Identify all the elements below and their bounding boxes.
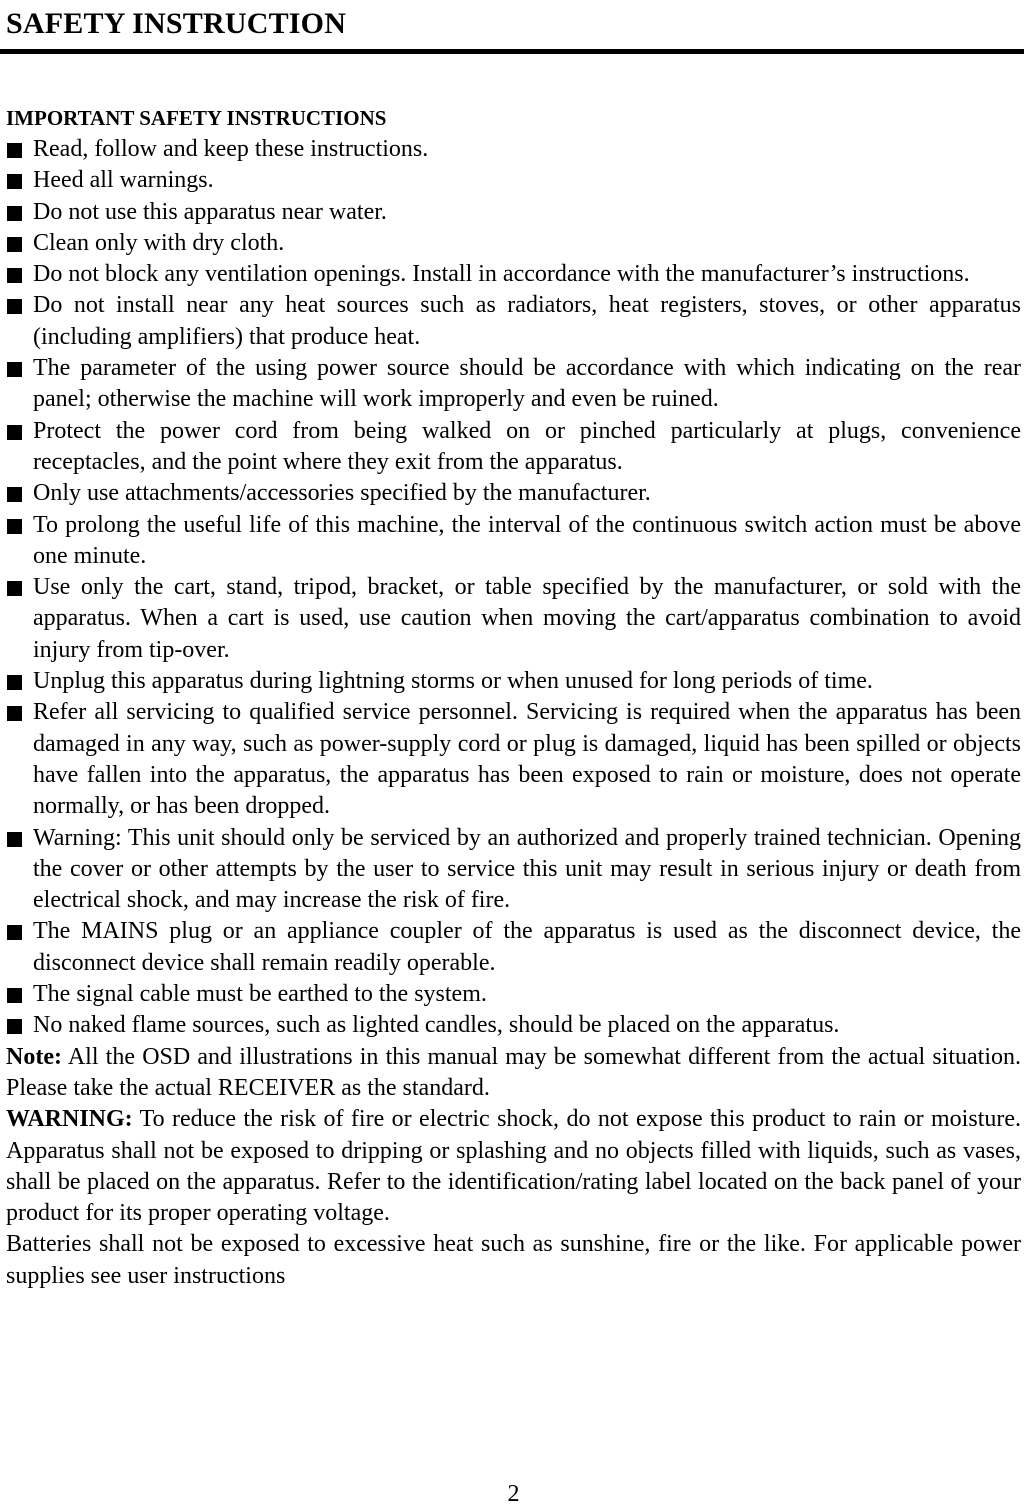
list-item-text: Clean only with dry cloth. [33, 229, 285, 256]
page-content [6, 104, 1021, 1292]
manual-page [6, 0, 1021, 1510]
square-bullet-icon [7, 925, 22, 940]
list-item-text: Only use attachments/accessories specified by the manufacturer. [33, 480, 651, 507]
list-item-text: Do not block any ventilation openings. Install in accordance with the manufacturer’s instructions. [33, 261, 970, 288]
list-item [6, 572, 1021, 666]
list-item [6, 510, 1021, 573]
note-label: Note: [6, 1043, 62, 1070]
square-bullet-icon [7, 988, 22, 1003]
list-item-text: The signal cable must be earthed to the system. [33, 981, 487, 1008]
list-item [6, 290, 1021, 353]
square-bullet-icon [7, 143, 22, 158]
list-item-text: Protect the power cord from being walked on or pinched particularly at plugs, convenience receptacles, and the point where they exit from the apparatus. [33, 417, 1021, 475]
list-item [6, 1010, 1021, 1041]
list-item-text: Refer all servicing to qualified service personnel. Servicing is required when the apparatus has been damaged in any way, such as power-supply cord or plug is damaged, liquid has been spilled or objects have fallen into the apparatus, the apparatus has been exposed to rain or moisture, does not operate normally, or has been dropped. [33, 699, 1021, 820]
safety-instruction-list [6, 134, 1021, 1042]
list-item [6, 134, 1021, 165]
list-item [6, 165, 1021, 196]
list-item-text: Warning: This unit should only be serviced by an authorized and properly trained technician. Opening the cover or other attempts by the user to service this unit may result in serious injury or death from electrical shock, and may increase the risk of fire. [33, 824, 1021, 914]
warning-paragraph [6, 1104, 1021, 1229]
list-item-text: Unplug this apparatus during lightning storms or when unused for long periods of time. [33, 668, 873, 695]
note-text: All the OSD and illustrations in this manual may be somewhat different from the actual situation. Please take the actual RECEIVER as the standard. [6, 1043, 1021, 1101]
list-item-text: Use only the cart, stand, tripod, bracket, or table specified by the manufacturer, or sold with the apparatus. When a cart is used, use caution when moving the cart/apparatus combination to avoid injury from tip-over. [33, 574, 1021, 663]
square-bullet-icon [7, 206, 22, 221]
list-item-text: Do not install near any heat sources such as radiators, heat registers, stoves, or other apparatus (including amplifiers) that produce heat. [33, 292, 1021, 350]
list-item [6, 916, 1021, 979]
list-item [6, 478, 1021, 509]
list-item-text: Do not use this apparatus near water. [33, 198, 387, 225]
list-item [6, 259, 1021, 290]
square-bullet-icon [7, 832, 22, 847]
list-item [6, 197, 1021, 228]
list-item [6, 353, 1021, 416]
title-divider [0, 49, 1024, 54]
square-bullet-icon [7, 581, 22, 596]
list-item [6, 823, 1021, 917]
square-bullet-icon [7, 706, 22, 721]
square-bullet-icon [7, 299, 22, 314]
square-bullet-icon [7, 487, 22, 502]
list-item-text: The parameter of the using power source should be accordance with which indicating on the rear panel; otherwise the machine will work improperly and even be ruined. [33, 355, 1021, 413]
list-item-text: To prolong the useful life of this machine, the interval of the continuous switch action must be above one minute. [33, 511, 1021, 569]
list-item [6, 979, 1021, 1010]
square-bullet-icon [7, 268, 22, 283]
list-item [6, 666, 1021, 697]
square-bullet-icon [7, 675, 22, 690]
page-title: SAFETY INSTRUCTION [6, 7, 347, 40]
warning-text: To reduce the risk of fire or electric shock, do not expose this product to rain or moisture. Apparatus shall not be exposed to dripping or splashing and no objects filled with liquids, such as vases, shall be placed on the apparatus. Refer to the identification/rating label located on the back panel of your product for its proper operating voltage. [6, 1106, 1021, 1227]
square-bullet-icon [7, 362, 22, 377]
list-item [6, 416, 1021, 479]
section-heading: IMPORTANT SAFETY INSTRUCTIONS [6, 106, 387, 130]
list-item-text: No naked flame sources, such as lighted candles, should be placed on the apparatus. [33, 1012, 840, 1039]
square-bullet-icon [7, 1019, 22, 1034]
square-bullet-icon [7, 174, 22, 189]
warning-label: WARNING: [6, 1106, 133, 1133]
page-number: 2 [507, 1481, 520, 1507]
square-bullet-icon [7, 237, 22, 252]
list-item-text: Heed all warnings. [33, 167, 214, 194]
note-paragraph [6, 1042, 1021, 1105]
list-item [6, 228, 1021, 259]
batteries-paragraph: Batteries shall not be exposed to excessive heat such as sunshine, fire or the like. For applicable power supplies see user instructions [6, 1231, 1021, 1289]
list-item-text: The MAINS plug or an appliance coupler of the apparatus is used as the disconnect device, the disconnect device shall remain readily operable. [33, 918, 1021, 976]
square-bullet-icon [7, 519, 22, 534]
square-bullet-icon [7, 425, 22, 440]
list-item-text: Read, follow and keep these instructions. [33, 136, 429, 162]
list-item [6, 697, 1021, 822]
